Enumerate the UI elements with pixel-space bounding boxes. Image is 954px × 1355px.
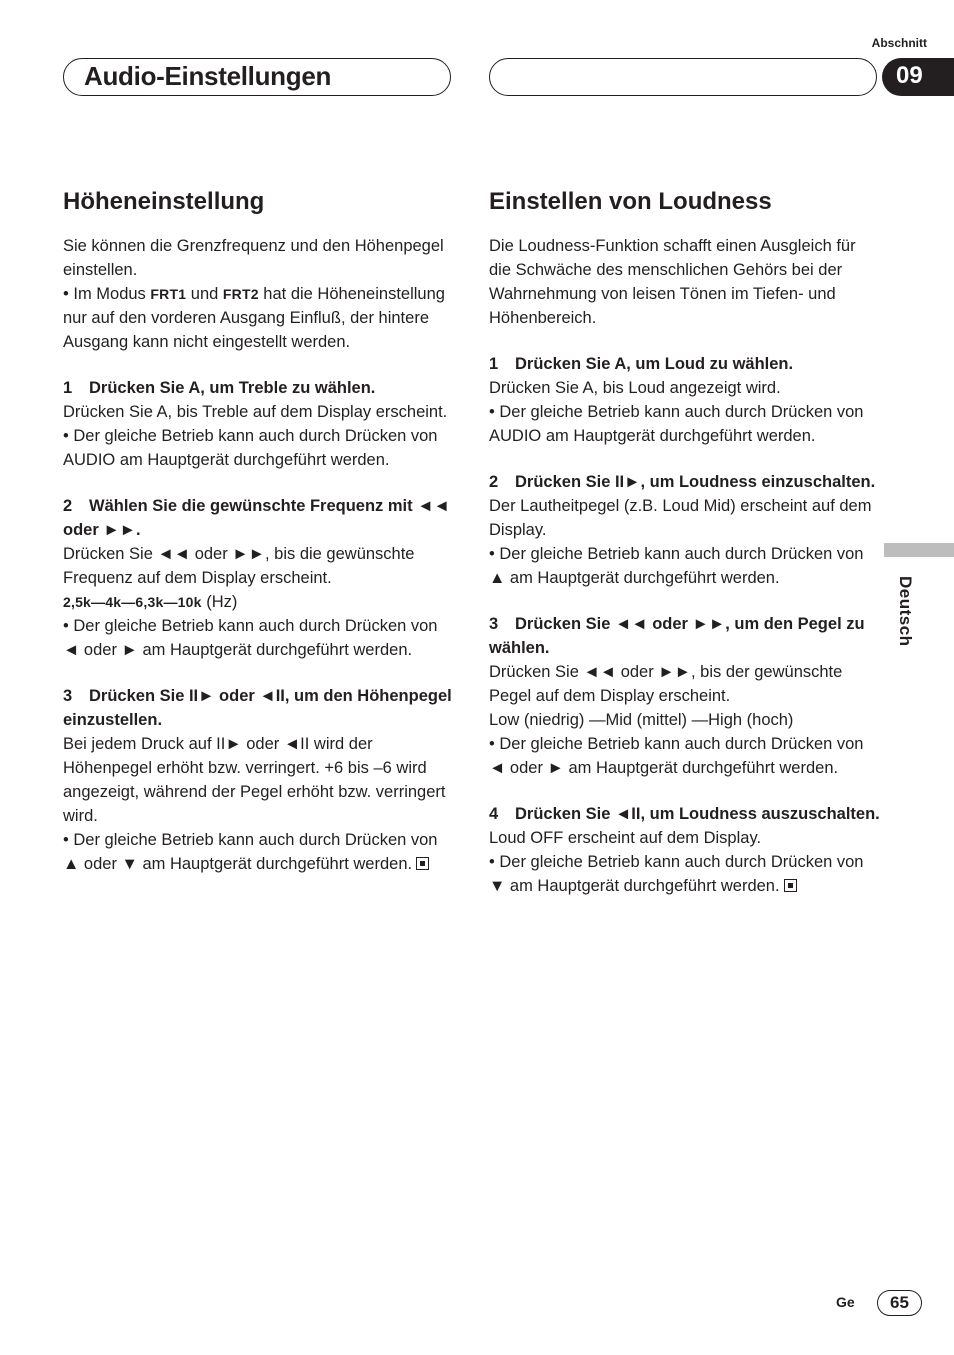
step-3-title: 3 Drücken Sie ◄◄ oder ►►, um den Pegel zu wählen. (489, 615, 865, 657)
step-4-title: 4 Drücken Sie ◄II, um Loudness auszuschalten. (489, 805, 880, 823)
step-2-title: 2 Drücken Sie II►, um Loudness einzuschalten. (489, 473, 876, 491)
left-column (63, 186, 455, 876)
step-2-note: • Der gleiche Betrieb kann auch durch Drücken von ▲ am Hauptgerät durchgeführt werden. (489, 545, 864, 587)
header-title-box (63, 58, 451, 96)
language-tab-label: Deutsch (896, 576, 915, 647)
right-column (489, 186, 881, 898)
step-4-body: Loud OFF erscheint auf dem Display. (489, 829, 762, 847)
step-2-body: Drücken Sie ◄◄ oder ►►, bis die gewünschte Frequenz auf dem Display erscheint. (63, 545, 415, 587)
step-1-body: Drücken Sie A, bis Treble auf dem Display erscheint. (63, 403, 448, 421)
end-mark-icon (416, 857, 429, 870)
page-number: 65 (877, 1290, 922, 1316)
footer-language-code: Ge (836, 1294, 855, 1310)
page-title: Audio-Einstellungen (84, 61, 332, 91)
intro-text: Die Loudness-Funktion schafft einen Ausgleich für die Schwäche des menschlichen Gehörs bei der Wahrnehmung von leisen Tönen im Tiefen- und Höhenbereich. (489, 237, 856, 327)
step-3-note: • Der gleiche Betrieb kann auch durch Drücken von ◄ oder ► am Hauptgerät durchgeführt werden. (489, 735, 864, 777)
section-heading-treble: Höheneinstellung (63, 188, 265, 215)
step-3-note: • Der gleiche Betrieb kann auch durch Drücken von ▲ oder ▼ am Hauptgerät durchgeführt werden. (63, 831, 438, 873)
frequency-options: 2,5k—4k—6,3k—10k (Hz) (63, 593, 238, 611)
language-tab-bar (884, 543, 954, 557)
step-4-note: • Der gleiche Betrieb kann auch durch Drücken von ▼ am Hauptgerät durchgeführt werden. (489, 853, 864, 895)
section-label: Abschnitt (871, 36, 927, 50)
step-3-body: Bei jedem Druck auf II► oder ◄II wird der Höhenpegel erhöht bzw. verringert. +6 bis –6 wird angezeigt, während der Pegel erhöht bzw. verringert wird. (63, 735, 446, 825)
intro-text: Sie können die Grenzfrequenz und den Höhenpegel einstellen. (63, 237, 444, 279)
step-1-title: 1 Drücken Sie A, um Loud zu wählen. (489, 355, 794, 373)
end-mark-icon (784, 879, 797, 892)
step-1-body: Drücken Sie A, bis Loud angezeigt wird. (489, 379, 781, 397)
step-1-note: • Der gleiche Betrieb kann auch durch Drücken von AUDIO am Hauptgerät durchgeführt werden. (489, 403, 864, 445)
level-options: Low (niedrig) —Mid (mittel) —High (hoch) (489, 711, 794, 729)
step-2-title: 2 Wählen Sie die gewünschte Frequenz mit ◄◄ oder ►►. (63, 497, 450, 539)
chapter-badge: 09 (882, 58, 954, 96)
step-3-title: 3 Drücken Sie II► oder ◄II, um den Höhenpegel einzustellen. (63, 687, 452, 729)
section-heading-loudness: Einstellen von Loudness (489, 188, 772, 215)
step-1-note: • Der gleiche Betrieb kann auch durch Drücken von AUDIO am Hauptgerät durchgeführt werden. (63, 427, 438, 469)
mode-note: • Im Modus FRT1 und FRT2 hat die Höheneinstellung nur auf den vorderen Ausgang Einfluß, der hintere Ausgang kann nicht eingestellt werden. (63, 285, 445, 351)
step-1-title: 1 Drücken Sie A, um Treble zu wählen. (63, 379, 376, 397)
header-blank-box (489, 58, 877, 96)
step-3-body: Drücken Sie ◄◄ oder ►►, bis der gewünschte Pegel auf dem Display erscheint. (489, 663, 843, 705)
step-2-body: Der Lautheitpegel (z.B. Loud Mid) erscheint auf dem Display. (489, 497, 872, 539)
step-2-note: • Der gleiche Betrieb kann auch durch Drücken von ◄ oder ► am Hauptgerät durchgeführt werden. (63, 617, 438, 659)
